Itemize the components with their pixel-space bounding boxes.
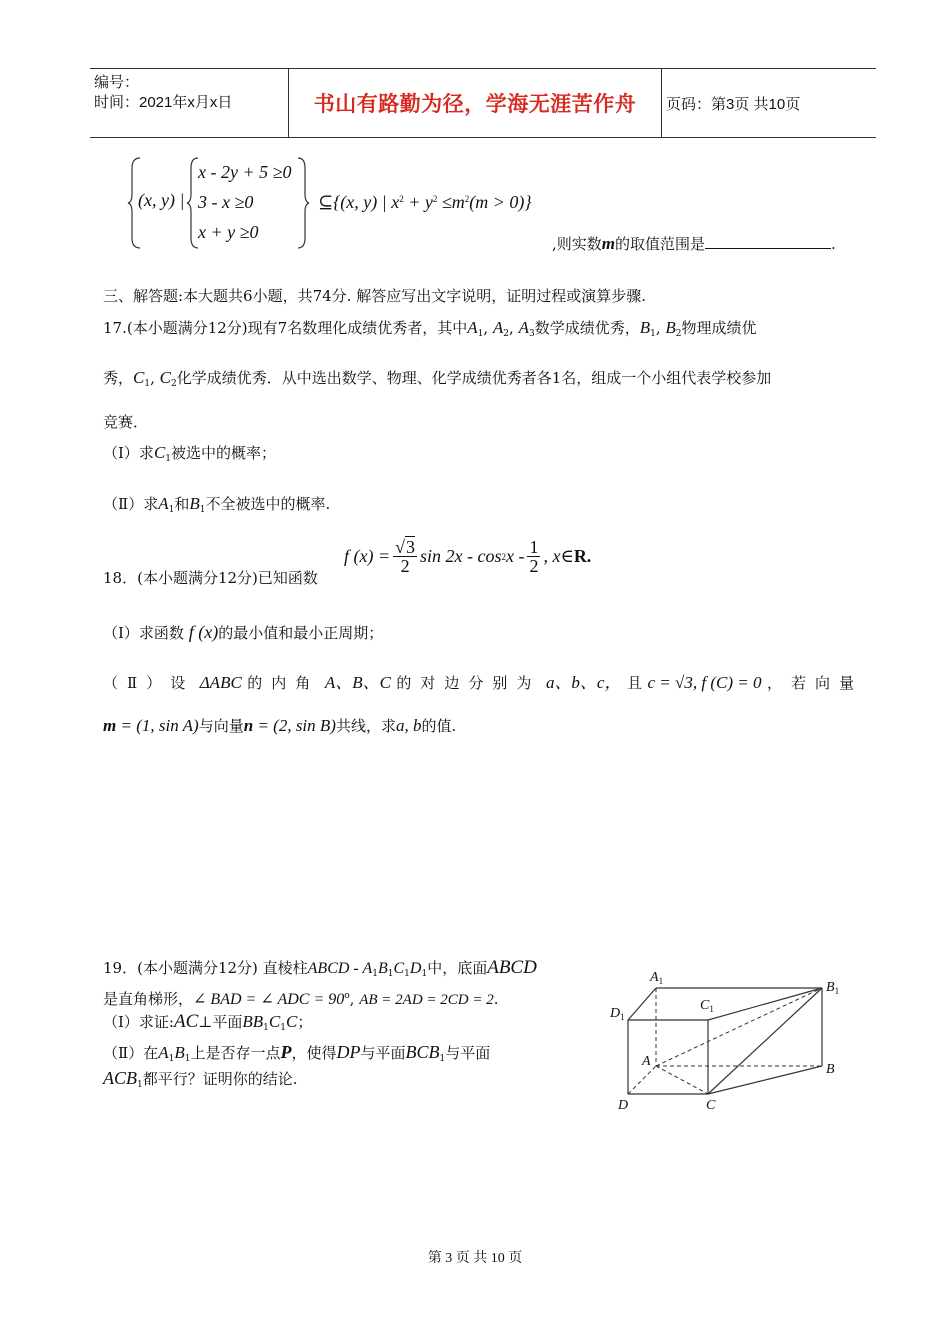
system-ineq-2: 3 - x ≥0 xyxy=(198,192,254,212)
q17-part-1: （Ⅰ）求$C_1$被选中的概率； xyxy=(103,443,277,464)
page-footer: 第 3 页 共 10 页 xyxy=(427,1251,523,1266)
q18-part-1: （Ⅰ）求函数 f (x)的最小值和最小正周期； xyxy=(103,622,384,642)
header-motto-cell xyxy=(288,69,662,137)
frac-sqrt3-over-2: $\frac{√3}{2}$ xyxy=(395,537,416,576)
q18-part-2: （Ⅱ）设 ΔABC 的内角 A、B、C 的对边分别为 a、b、c， 且 c = √3, f (C) = 0 ，若向量 xyxy=(103,673,863,692)
prism-figure xyxy=(606,966,856,1116)
label-D1: $D_1$ xyxy=(610,1006,625,1022)
label-B: B xyxy=(826,1062,835,1077)
outer-right-brace xyxy=(296,156,312,250)
time-label: 时间：2021年x月x日 xyxy=(94,94,233,111)
page-header xyxy=(90,68,876,138)
q19-line-2: 是直角梯形，∠ BAD = ∠ ADC = $90^o$, AB = 2AD = 2CD = 2. xyxy=(103,990,499,1008)
label-C: C xyxy=(706,1098,716,1113)
q19-line-1: 19．(本小题满分12分) 直棱柱ABCD - $A_1B_1C_1D_1$中，底面ABCD xyxy=(103,957,537,979)
header-left-cell xyxy=(90,69,288,137)
header-right-cell xyxy=(660,69,876,137)
q17-line-1: 17.(本小题满分12分)现有7名数理化成绩优秀者，其中$A_1$, $A_2$, $A_3$数学成绩优秀，$B_1$, $B_2$物理成绩优 xyxy=(103,318,757,339)
edge-D1A1 xyxy=(628,988,656,1020)
q17-line-2: 秀，$C_1$, $C_2$化学成绩优秀．从中选出数学、物理、化学成绩优秀者各1名，组成一个小组代表学校参加 xyxy=(103,368,772,389)
q18-intro: 18．(本小题满分12分)已知函数 xyxy=(103,569,318,587)
label-C1: $C_1$ xyxy=(700,998,714,1014)
motto: 书山有路勤为径，学海无涯苦作舟 xyxy=(313,93,637,116)
answer-blank xyxy=(705,234,831,249)
q16-tail: ,则实数m的取值范围是 . xyxy=(552,234,836,253)
label-A1: $A_1$ xyxy=(650,970,664,986)
q17-part-2: （Ⅱ）求$A_1$和$B_1$不全被选中的概率. xyxy=(103,494,331,515)
prism-diagram xyxy=(606,966,856,1116)
label-D: D xyxy=(618,1098,629,1113)
q18-function: f (x) = $\frac{√3}{2}$ sin 2x - cos 2 x - $\frac{1}{2}$ , x∈ R. xyxy=(344,537,592,576)
page-code: 页码：第3页 共10页 xyxy=(666,95,801,113)
edge-DA xyxy=(628,1066,656,1094)
q18-line-2: m = (1, sin A)与向量n = (2, sin B)共线，求a, b的值. xyxy=(103,716,457,735)
q19-part-1: （Ⅰ）求证:AC⊥平面$BB_1C_1C$； xyxy=(103,1011,313,1033)
q19-line-3: $ACB_1$都平行？证明你的结论. xyxy=(103,1068,298,1090)
set-right: ⊆{(x, y) | $x^2 + y^2 \le m^2(m > 0)$} xyxy=(318,192,532,212)
label-B1: $B_1$ xyxy=(826,980,840,996)
edge-AB1 xyxy=(656,988,822,1066)
system-ineq-3: x + y ≥0 xyxy=(198,222,259,242)
set-left: (x, y) | xyxy=(138,190,185,210)
q19-part-2: （Ⅱ）在$A_1B_1$上是否存一点P，使得DP与平面$BCB_1$与平面 xyxy=(103,1042,491,1064)
q17-line-3: 竞赛． xyxy=(103,413,149,431)
code-label: 编号： xyxy=(94,74,140,91)
system-ineq-1: x - 2y + 5 ≥0 xyxy=(198,162,292,182)
label-A: A xyxy=(642,1054,651,1069)
edge-CB xyxy=(708,1066,822,1094)
frac-1-over-2: $\frac{1}{2}$ xyxy=(529,537,539,576)
edge-AC xyxy=(656,1066,708,1094)
section-3-heading: 三、解答题:本大题共6小题，共74分. 解答应写出文字说明，证明过程或演算步骤. xyxy=(103,287,646,305)
